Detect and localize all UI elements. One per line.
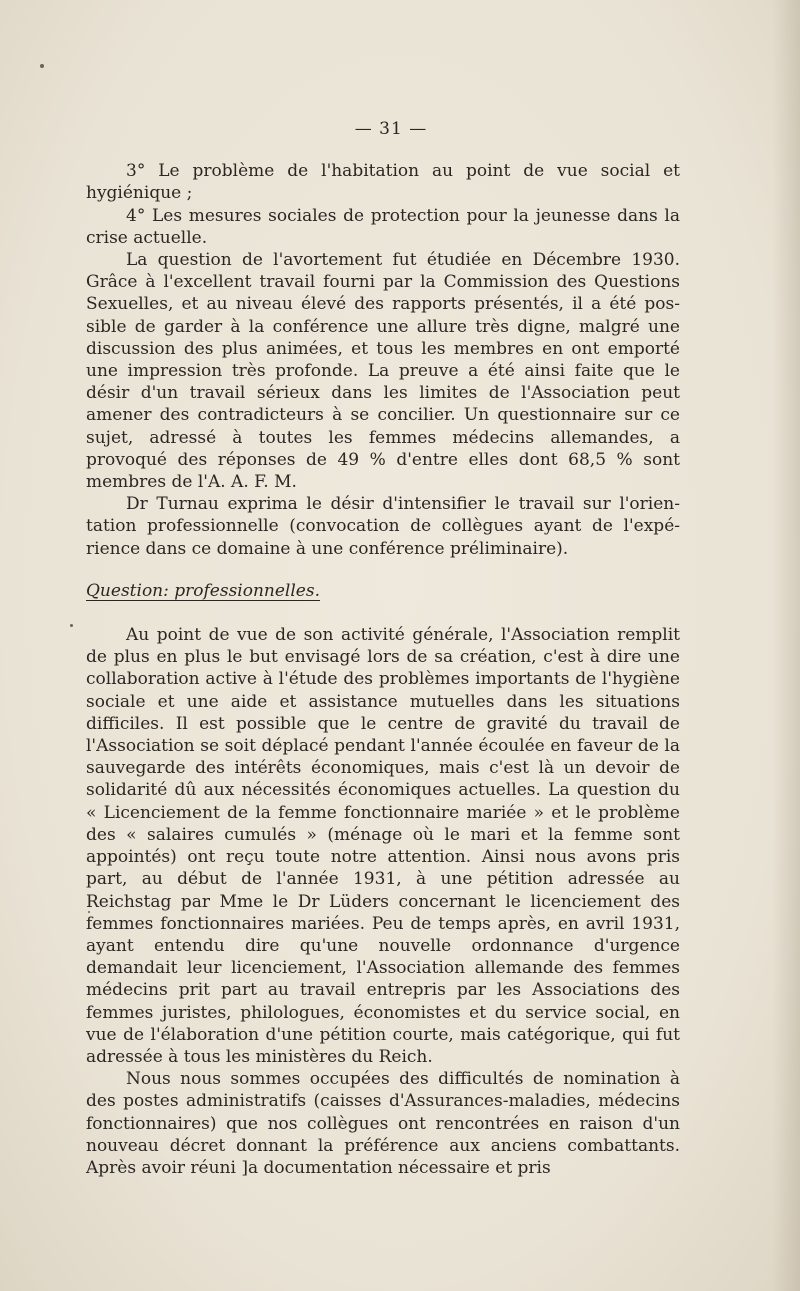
section-heading: Question: professionnelles. — [86, 580, 320, 601]
document-body — [86, 118, 680, 1179]
paragraph-habitation: 3° Le problème de l'habitation au point de vue social et hygiénique ; — [86, 161, 680, 204]
paragraph-nomination: Nous nous sommes occupées des difficultés de nomination à des postes administratifs (caisses d'Assurances-maladies, médecins fonctionnaires) que nos collègues ont rencontrées en raison d'un nouveau décret donnant la préférence aux anciens combattants. Après avoir réuni ]a documentation nécessaire et pris — [86, 1069, 680, 1178]
print-speck — [40, 64, 44, 68]
page-edge-shadow — [772, 0, 800, 1291]
paragraph-avortement: La question de l'avortement fut étudiée en Décembre 1930. Grâce à l'excellent travail fourni par la Commission des Questions Sexuelles, et au niveau élevé des rapports présentés, il a été possible de garder à la conférence une allure très digne, malgré une discussion des plus animées, et tous les membres en ont emporté une impression très profonde. La preuve a été ainsi faite que le désir d'un travail sérieux dans les limites de l'Association peut amener des contradicteurs à se concilier. Un questionnaire sur ce sujet, adressé à toutes les femmes médecins allemandes, a provoqué des réponses de 49 % d'entre elles dont 68,5 % sont membres de l'A. A. F. M. — [86, 250, 680, 493]
paragraph-orientation: Dr Turnau exprima le désir d'intensifier le travail sur l'orientation professionnelle (convocation de collègues ayant de l'expérience dans ce domaine à une conférence préliminaire). — [86, 494, 680, 559]
paragraph-jeunesse: 4° Les mesures sociales de protection pour la jeunesse dans la crise actuelle. — [86, 205, 680, 248]
paragraph-activite-generale: Au point de vue de son activité générale, l'Association remplit de plus en plus le but envisagé lors de sa création, c'est à dire une collaboration active à l'étude des problèmes importants de l'hygiène sociale et une aide et assistance mutuelles dans les situations difficiles. Il est possible que le centre de gravité du travail de l'Association se soit déplacé pendant l'année écoulée en faveur de la sauvegarde des intérêts économiques, mais c'est là un devoir de solidarité dû aux nécessités économiques actuelles. La question du « Licenciement de la femme fonctionnaire mariée » et le problème des « salaires cumulés » (ménage où le mari et la femme sont appointés) ont reçu toute notre attention. Ainsi nous avons pris part, au début de l'année 1931, à une pétition adressée au Reichstag par Mme le Dr Lüders concernant le licenciement des femmes fonctionnaires mariées. Peu de temps après, en avril 1931, ayant entendu dire qu'une nouvelle ordonnance d'urgence demandait leur licenciement, l'Association allemande des femmes médecins prit part au travail entrepris par les Associations des femmes juristes, philologues, économistes et du service social, en vue de l'élaboration d'une pétition courte, mais catégorique, qui fut adressée à tous les ministères du Reich. — [86, 625, 680, 1067]
page-number: — 31 — — [354, 119, 428, 139]
print-speck — [70, 624, 73, 627]
